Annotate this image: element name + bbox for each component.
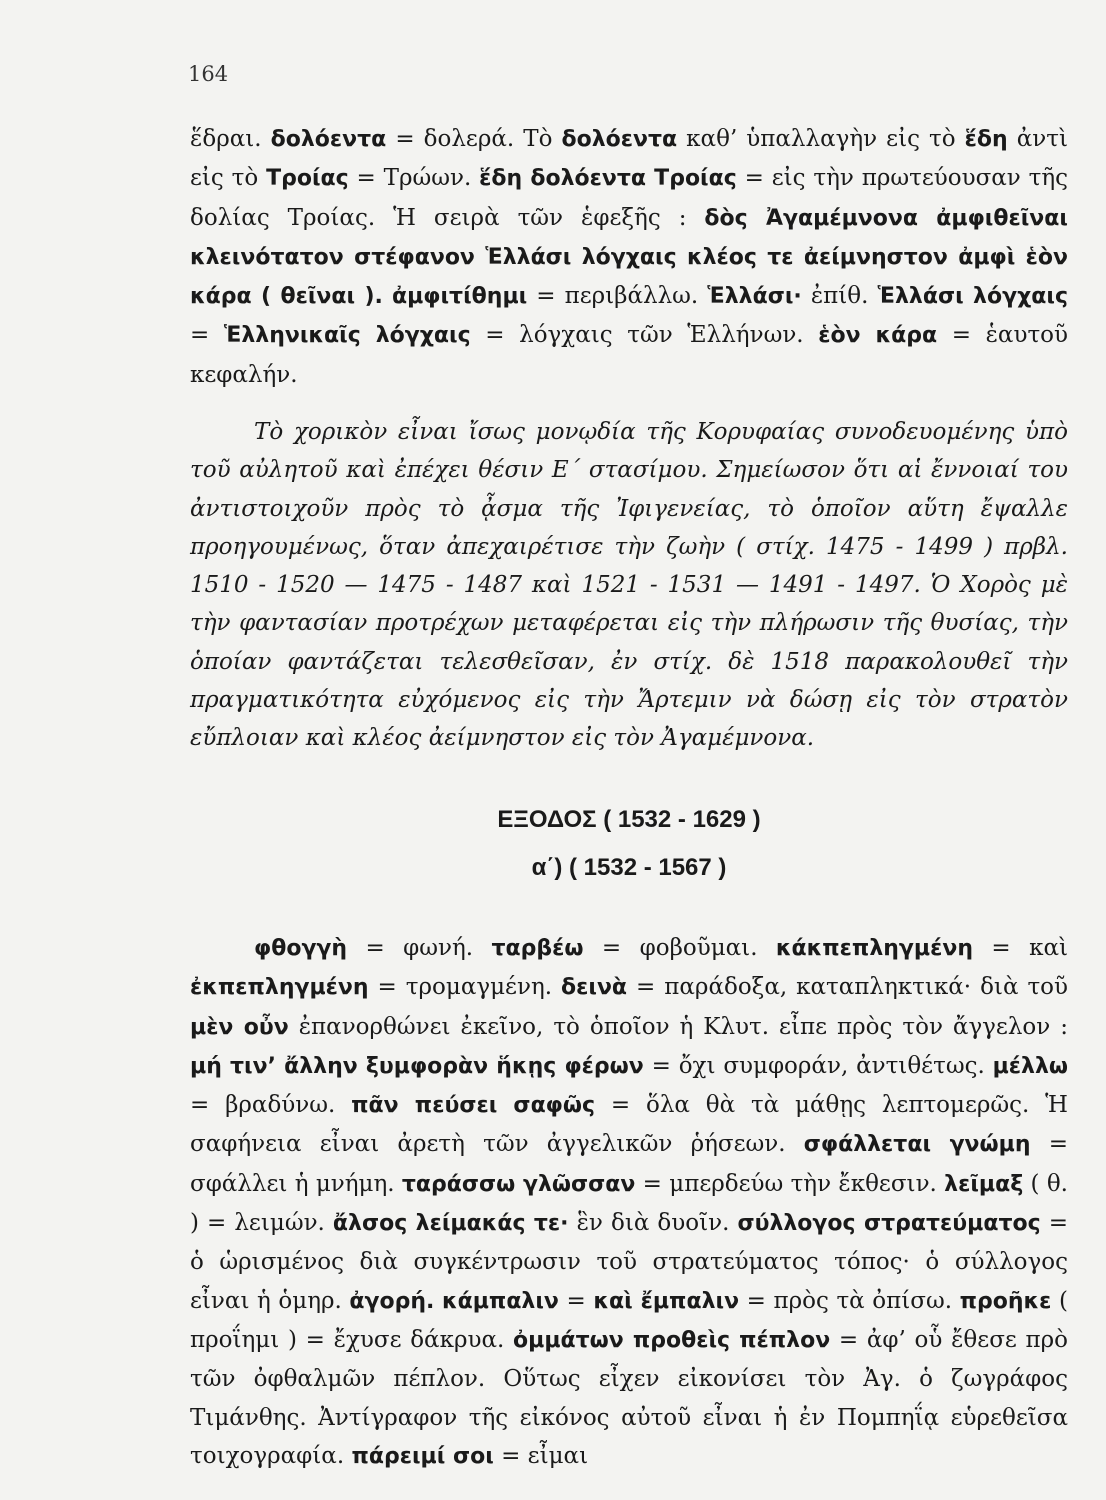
lemma-term: Ἑλλάσι λόγχαις bbox=[877, 284, 1069, 310]
gloss-text: = ἀφ’ οὗ ἔθεσε πρὸ τῶν ὀφθαλμῶν πέπλον. Οὕτως εἶχεν εἰκονίσει τὸν Ἀγ. ὁ ζωγράφος Τιμάνθης. Ἀντίγραφον τῆς εἰκόνος αὐτοῦ εἶναι ἡ ἐν Πομπηΐᾳ εὑρεθεῖσα τοιχογραφία. bbox=[190, 1326, 1068, 1469]
gloss-text: = σφάλλει ἡ μνήμη. bbox=[190, 1131, 1068, 1197]
lemma-term: Τροίας bbox=[266, 166, 349, 192]
gloss-text: = εἰς τὴν πρωτεύουσαν τῆς δολίας Τροίας. Ἡ σειρὰ τῶν ἑφεξῆς : bbox=[190, 165, 1069, 231]
lemma-term: ἐκπεπληγμένη bbox=[190, 975, 369, 1001]
gloss-text: = bbox=[558, 1287, 594, 1314]
gloss-text: = παράδοξα, καταπληκτικά· διὰ τοῦ bbox=[627, 974, 1068, 1001]
lemma-term: μή τιν’ ἄλλην ξυμφορὰν ἥκῃς φέρων bbox=[190, 1053, 644, 1079]
gloss-text: = φωνή. bbox=[347, 935, 492, 961]
commentary-paragraph-3 bbox=[190, 929, 1068, 1476]
lemma-term: ἀγορή. bbox=[349, 1288, 435, 1314]
gloss-text: ( προΐημι ) = ἔχυσε δάκρυα. bbox=[190, 1287, 1068, 1353]
gloss-text bbox=[434, 1288, 442, 1314]
paragraph-text bbox=[190, 120, 1068, 394]
gloss-text: ἕδραι. bbox=[190, 126, 271, 152]
lemma-term: δὸς Ἀγαμέμνονα ἀμφιθεῖναι κλεινότατον στέφανον Ἑλλάσι λόγχαις κλέος τε ἀείμνηστον ἀμφὶ ἑὸν κάρα ( θεῖναι ). bbox=[190, 205, 1068, 310]
lemma-term: Ἑλληνικαῖς λόγχαις bbox=[223, 323, 471, 349]
gloss-text: = βραδύνω. bbox=[190, 1092, 352, 1119]
gloss-text: = περιβάλλω. bbox=[527, 283, 708, 310]
lemma-term: φθογγὴ bbox=[254, 936, 348, 961]
gloss-text: = ὁ ὡρισμένος διὰ συγκέντρωσιν τοῦ στρατεύματος τόπος· ὁ σύλλογος εἶναι ἡ ὁμηρ. bbox=[190, 1210, 1068, 1314]
lemma-term: σύλλογος στρατεύματος bbox=[737, 1211, 1041, 1237]
gloss-text: = πρὸς τὰ ὀπίσω. bbox=[739, 1287, 960, 1314]
lemma-term: καὶ ἔμπαλιν bbox=[593, 1288, 740, 1314]
lemma-term: ἕδη bbox=[964, 127, 1008, 152]
lemma-term: ταράσσω γλῶσσαν bbox=[401, 1171, 636, 1197]
gloss-text: = ὅλα θὰ τὰ μάθῃς λεπτομερῶς. Ἡ σαφήνεια εἶναι ἀρετὴ τῶν ἀγγελικῶν ῥήσεων. bbox=[190, 1092, 1068, 1158]
page-number: 164 bbox=[188, 62, 229, 86]
lemma-term: σφάλλεται γνώμη bbox=[803, 1132, 1031, 1158]
lemma-term: κάμπαλιν bbox=[441, 1288, 559, 1314]
gloss-text bbox=[383, 283, 392, 309]
lemma-term: πάρειμί σοι bbox=[351, 1443, 494, 1469]
gloss-text: = εἶμαι bbox=[493, 1442, 589, 1469]
lemma-term: λεῖμαξ bbox=[944, 1171, 1024, 1197]
section-heading: ΕΞΟΔΟΣ ( 1532 - 1629 ) bbox=[497, 806, 761, 833]
lemma-term: ταρβέω bbox=[491, 936, 584, 961]
commentary-paragraph-1 bbox=[190, 120, 1068, 394]
lemma-term: δολόεντα bbox=[561, 127, 678, 152]
gloss-text: = ἑαυτοῦ κεφαλήν. bbox=[190, 322, 1068, 388]
lemma-term: δεινὰ bbox=[561, 975, 628, 1001]
lemma-term: μέλλω bbox=[992, 1053, 1068, 1079]
commentary-paragraph-2 bbox=[190, 413, 1068, 758]
gloss-text: = τρομαγμένη. bbox=[368, 974, 562, 1001]
lemma-term: ἑὸν κάρα bbox=[818, 323, 938, 349]
gloss-text: ἓν διὰ δυοῖν. bbox=[568, 1210, 738, 1237]
lemma-term: ἕδη δολόεντα Τροίας bbox=[479, 166, 737, 192]
lemma-term: μὲν οὖν bbox=[190, 1014, 289, 1040]
gloss-text: = μπερδεύω τὴν ἔκθεσιν. bbox=[635, 1170, 945, 1197]
gloss-text: = φοβοῦμαι. bbox=[583, 935, 776, 961]
gloss-text: = bbox=[190, 322, 224, 349]
gloss-text: ἐπανορθώνει ἐκεῖνο, τὸ ὁποῖον ἡ Κλυτ. εἶπε πρὸς τὸν ἄγγελον : bbox=[288, 1013, 1068, 1040]
gloss-text: = δολερά. Τὸ bbox=[386, 126, 562, 152]
lemma-term: ἄλσος λείμακάς τε· bbox=[332, 1211, 569, 1237]
gloss-text: = καὶ bbox=[972, 935, 1068, 961]
lemma-term: Ἑλλάσι· bbox=[707, 284, 802, 310]
gloss-text: ἐπίθ. bbox=[801, 283, 878, 310]
lemma-term: ὀμμάτων προθεὶς πέπλον bbox=[513, 1327, 831, 1353]
gloss-text: = ὄχι συμφοράν, ἀντιθέτως. bbox=[643, 1052, 993, 1079]
lemma-term: κάκπεπληγμένη bbox=[775, 936, 973, 961]
gloss-text: = λόγχαις τῶν Ἑλλήνων. bbox=[470, 322, 819, 349]
subsection-heading: α΄) ( 1532 - 1567 ) bbox=[531, 854, 727, 881]
lemma-term: ἀμφιτίθημι bbox=[391, 284, 528, 310]
gloss-text: = Τρώων. bbox=[348, 165, 480, 192]
lemma-term: προῆκε bbox=[959, 1288, 1052, 1314]
paragraph-text bbox=[190, 929, 1068, 1476]
gloss-text: ( θ. ) = λειμών. bbox=[190, 1170, 1068, 1237]
paragraph-text: Τὸ χορικὸν εἶναι ἴσως μονῳδία τῆς Κορυφαίας συνοδευομένης ὑπὸ τοῦ αὐλητοῦ καὶ ἐπέχει θέσιν Ε΄ στασίμου. Σημείωσον ὅτι αἱ ἔννοιαί του ἀντιστοιχοῦν πρὸς τὸ ᾆσμα τῆς Ἰφιγενείας, τὸ ὁποῖον αὕτη ἔψαλλε προηγουμένως, ὅταν ἀπεχαιρέτισε τὴν ζωὴν ( στίχ. 1475 - 1499 ) πρβλ. 1510 - 1520 — 1475 - 1487 καὶ 1521 - 1531 — 1491 - 1497. Ὁ Χορὸς μὲ τὴν φαντασίαν προτρέχων μεταφέρεται εἰς τὴν πλήρωσιν τῆς θυσίας, τὴν ὁποίαν φαντάζεται τελεσθεῖσαν, ἐν στίχ. δὲ 1518 παρακολουθεῖ τὴν πραγματικότητα εὐχόμενος εἰς τὴν Ἄρτεμιν νὰ δώσῃ εἰς τὸν στρατὸν εὔπλοιαν καὶ κλέος ἀείμνηστον εἰς τὸν Ἀγαμέμνονα. bbox=[190, 419, 1068, 752]
gloss-text: ἀντὶ εἰς τὸ bbox=[190, 126, 1068, 192]
lemma-term: πᾶν πεύσει σαφῶς bbox=[351, 1093, 596, 1119]
lemma-term: δολόεντα bbox=[270, 127, 387, 152]
gloss-text: καθ’ ὑπαλλαγὴν εἰς τὸ bbox=[677, 126, 965, 152]
